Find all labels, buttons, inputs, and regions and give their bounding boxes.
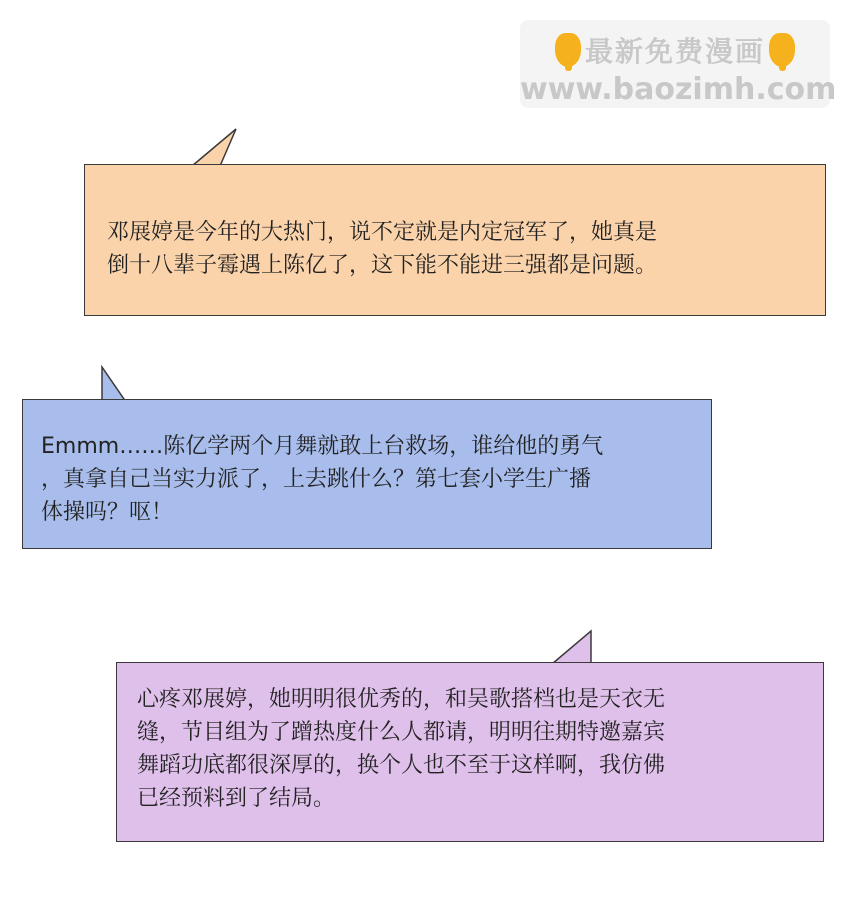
bubble-2-line-2: ，真拿自己当实力派了，上去跳什么？第七套小学生广播 [41, 467, 592, 492]
bubble-3-line-2: 缝，节目组为了蹭热度什么人都请，明明往期特邀嘉宾 [137, 720, 666, 745]
bubble-3-line-1: 心疼邓展婷，她明明很优秀的，和吴歌搭档也是天衣无 [137, 687, 666, 712]
bubble-3-line-4: 已经预料到了结局。 [137, 786, 336, 811]
bubble-2-line-3: 体操吗？呕！ [41, 500, 174, 525]
pointing-down-hand-icon [555, 33, 581, 67]
speech-bubble-tail [548, 628, 596, 666]
speech-bubble-2 [22, 399, 712, 549]
speech-bubble-tail [188, 126, 240, 168]
bubble-2-line-1: Emmm……陈亿学两个月舞就敢上台救场，谁给他的勇气 [41, 434, 604, 459]
watermark-title: 最新免费漫画 [584, 35, 765, 68]
bubble-1-line-1: 邓展婷是今年的大热门，说不定就是内定冠军了，她真是 [107, 220, 658, 245]
bubble-3-line-3: 舞蹈功底都很深厚的，换个人也不至于这样啊，我仿佛 [137, 753, 666, 778]
speech-bubble-3 [116, 662, 824, 842]
speech-bubble-tail [96, 364, 130, 404]
watermark [520, 20, 837, 108]
watermark-url: www.baozimh.com [520, 72, 837, 107]
pointing-down-hand-icon [769, 33, 795, 67]
bubble-1-line-2: 倒十八辈子霉遇上陈亿了，这下能不能进三强都是问题。 [107, 253, 658, 278]
speech-bubble-1 [84, 164, 826, 316]
